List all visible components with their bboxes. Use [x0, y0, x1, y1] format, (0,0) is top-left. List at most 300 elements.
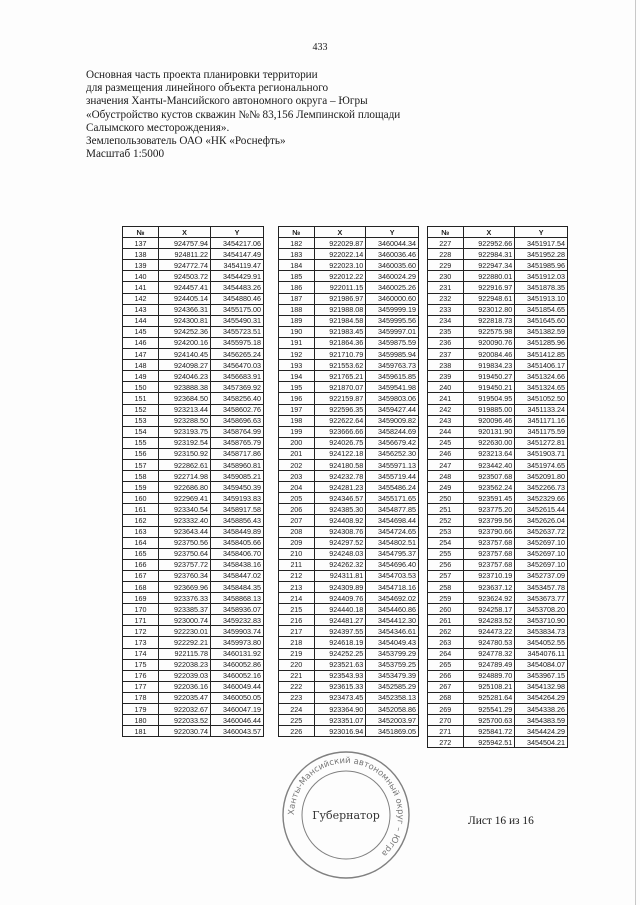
table-row — [428, 593, 568, 604]
x-coordinate: 922630.00 — [463, 437, 515, 448]
point-number: 238 — [428, 360, 464, 371]
point-number: 151 — [123, 393, 159, 404]
table-row — [123, 526, 264, 537]
table-row — [279, 648, 419, 659]
table-row — [428, 382, 568, 393]
y-coordinate: 3454504.21 — [515, 737, 568, 748]
y-coordinate: 3456470.03 — [211, 360, 264, 371]
x-coordinate: 924618.19 — [314, 637, 366, 648]
point-number: 262 — [428, 626, 464, 637]
point-number: 223 — [279, 692, 315, 703]
table-row — [428, 737, 568, 748]
y-coordinate: 3452329.66 — [515, 493, 568, 504]
y-coordinate: 3460000.60 — [366, 293, 419, 304]
y-coordinate: 3459985.94 — [366, 349, 419, 360]
y-coordinate: 3459615.85 — [366, 371, 419, 382]
y-coordinate: 3454802.51 — [366, 537, 419, 548]
point-number: 207 — [279, 515, 315, 526]
x-coordinate: 923669.96 — [159, 582, 211, 593]
table-row — [428, 582, 568, 593]
table-row — [123, 238, 264, 249]
y-coordinate: 3459903.74 — [211, 626, 264, 637]
table-row — [123, 692, 264, 703]
y-coordinate: 3454429.91 — [211, 271, 264, 282]
x-coordinate: 922033.52 — [159, 715, 211, 726]
x-coordinate: 922032.67 — [159, 704, 211, 715]
table-row — [123, 393, 264, 404]
table-row — [123, 670, 264, 681]
point-number: 190 — [279, 326, 315, 337]
x-coordinate: 923000.74 — [159, 615, 211, 626]
x-coordinate: 924252.36 — [159, 326, 211, 337]
x-coordinate: 925108.21 — [463, 681, 515, 692]
table-row — [123, 282, 264, 293]
x-coordinate: 923521.63 — [314, 659, 366, 670]
column-header-y: Y — [515, 227, 568, 238]
point-number: 265 — [428, 659, 464, 670]
table-row — [279, 349, 419, 360]
table-row — [123, 260, 264, 271]
y-coordinate: 3451052.50 — [515, 393, 568, 404]
y-coordinate: 3453708.20 — [515, 604, 568, 615]
point-number: 157 — [123, 459, 159, 470]
x-coordinate: 922916.97 — [463, 282, 515, 293]
y-coordinate: 3454724.65 — [366, 526, 419, 537]
table-row — [279, 681, 419, 692]
table-row — [428, 670, 568, 681]
x-coordinate: 923750.64 — [159, 548, 211, 559]
y-coordinate: 3459232.83 — [211, 615, 264, 626]
y-coordinate: 3459009.82 — [366, 415, 419, 426]
column-header-x: X — [314, 227, 366, 238]
x-coordinate: 923332.40 — [159, 515, 211, 526]
y-coordinate: 3459193.83 — [211, 493, 264, 504]
y-coordinate: 3454692.02 — [366, 593, 419, 604]
y-coordinate: 3460044.34 — [366, 238, 419, 249]
x-coordinate: 923757.68 — [463, 548, 515, 559]
table-row — [428, 471, 568, 482]
table-row — [428, 393, 568, 404]
table-row — [123, 415, 264, 426]
x-coordinate: 924789.49 — [463, 659, 515, 670]
table-row — [428, 548, 568, 559]
point-number: 147 — [123, 349, 159, 360]
point-number: 229 — [428, 260, 464, 271]
y-coordinate: 3452626.04 — [515, 515, 568, 526]
y-coordinate: 3454696.40 — [366, 559, 419, 570]
x-coordinate: 924311.81 — [314, 570, 366, 581]
point-number: 181 — [123, 726, 159, 737]
point-number: 170 — [123, 604, 159, 615]
point-number: 185 — [279, 271, 315, 282]
table-row — [279, 393, 419, 404]
point-number: 267 — [428, 681, 464, 692]
y-coordinate: 3451406.17 — [515, 360, 568, 371]
table-row — [428, 648, 568, 659]
table-row — [428, 404, 568, 415]
table-row — [428, 604, 568, 615]
point-number: 156 — [123, 448, 159, 459]
point-number: 263 — [428, 637, 464, 648]
x-coordinate: 923710.19 — [463, 570, 515, 581]
y-coordinate: 3459427.44 — [366, 404, 419, 415]
table-row — [123, 426, 264, 437]
x-coordinate: 922984.31 — [463, 249, 515, 260]
x-coordinate: 924889.70 — [463, 670, 515, 681]
y-coordinate: 3460049.44 — [211, 681, 264, 692]
table-row — [279, 249, 419, 260]
table-row — [428, 626, 568, 637]
x-coordinate: 921986.97 — [314, 293, 366, 304]
point-number: 244 — [428, 426, 464, 437]
y-coordinate: 3454119.47 — [211, 260, 264, 271]
point-number: 182 — [279, 238, 315, 249]
x-coordinate: 922622.64 — [314, 415, 366, 426]
point-number: 193 — [279, 360, 315, 371]
table-row — [123, 437, 264, 448]
table-row — [279, 593, 419, 604]
x-coordinate: 924046.23 — [159, 371, 211, 382]
column-header-x: X — [159, 227, 211, 238]
point-number: 191 — [279, 337, 315, 348]
point-number: 218 — [279, 637, 315, 648]
point-number: 242 — [428, 404, 464, 415]
y-coordinate: 3451854.65 — [515, 304, 568, 315]
point-number: 212 — [279, 570, 315, 581]
table-row — [279, 548, 419, 559]
y-coordinate: 3458447.02 — [211, 570, 264, 581]
y-coordinate: 3451324.65 — [515, 382, 568, 393]
table-row — [428, 504, 568, 515]
x-coordinate: 922035.47 — [159, 692, 211, 703]
y-coordinate: 3459541.98 — [366, 382, 419, 393]
table-row — [428, 526, 568, 537]
y-coordinate: 3454217.06 — [211, 238, 264, 249]
x-coordinate: 923775.20 — [463, 504, 515, 515]
point-number: 251 — [428, 504, 464, 515]
y-coordinate: 3457369.92 — [211, 382, 264, 393]
table-row — [428, 349, 568, 360]
table-row — [279, 670, 419, 681]
point-number: 269 — [428, 704, 464, 715]
table-row — [123, 582, 264, 593]
point-number: 235 — [428, 326, 464, 337]
y-coordinate: 3455971.13 — [366, 459, 419, 470]
y-coordinate: 3451285.96 — [515, 337, 568, 348]
point-number: 219 — [279, 648, 315, 659]
x-coordinate: 923760.34 — [159, 570, 211, 581]
table-row — [279, 515, 419, 526]
sheet-number: Лист 16 из 16 — [468, 815, 534, 827]
table-row — [428, 615, 568, 626]
x-coordinate: 923364.90 — [314, 704, 366, 715]
y-coordinate: 3458438.16 — [211, 559, 264, 570]
table-row — [428, 637, 568, 648]
x-coordinate: 925541.29 — [463, 704, 515, 715]
y-coordinate: 3452585.29 — [366, 681, 419, 692]
point-number: 205 — [279, 493, 315, 504]
y-coordinate: 3460043.57 — [211, 726, 264, 737]
x-coordinate: 924457.41 — [159, 282, 211, 293]
point-number: 233 — [428, 304, 464, 315]
y-coordinate: 3458764.99 — [211, 426, 264, 437]
x-coordinate: 923790.66 — [463, 526, 515, 537]
x-coordinate: 921988.08 — [314, 304, 366, 315]
table-row — [279, 604, 419, 615]
x-coordinate: 921765.21 — [314, 371, 366, 382]
y-coordinate: 3458406.70 — [211, 548, 264, 559]
table-row — [123, 515, 264, 526]
point-number: 183 — [279, 249, 315, 260]
y-coordinate: 3459763.73 — [366, 360, 419, 371]
y-coordinate: 3454795.37 — [366, 548, 419, 559]
x-coordinate: 923288.50 — [159, 415, 211, 426]
x-coordinate: 924346.57 — [314, 493, 366, 504]
point-number: 272 — [428, 737, 464, 748]
table-row — [123, 559, 264, 570]
header-line-4: «Обустройство кустов скважин №№ 83,156 Лемпинской площади — [86, 108, 401, 121]
x-coordinate: 922030.74 — [159, 726, 211, 737]
point-number: 217 — [279, 626, 315, 637]
point-number: 146 — [123, 337, 159, 348]
point-number: 143 — [123, 304, 159, 315]
table-row — [123, 681, 264, 692]
x-coordinate: 920096.46 — [463, 415, 515, 426]
column-header-x: X — [463, 227, 515, 238]
column-header-number: № — [123, 227, 159, 238]
table-row — [428, 715, 568, 726]
table-row — [279, 704, 419, 715]
x-coordinate: 922029.87 — [314, 238, 366, 249]
x-coordinate: 924283.52 — [463, 615, 515, 626]
x-coordinate: 922969.41 — [159, 493, 211, 504]
y-coordinate: 3451382.59 — [515, 326, 568, 337]
table-row — [279, 482, 419, 493]
y-coordinate: 3454338.26 — [515, 704, 568, 715]
y-coordinate: 3452003.97 — [366, 715, 419, 726]
y-coordinate: 3454084.07 — [515, 659, 568, 670]
table-row — [279, 659, 419, 670]
y-coordinate: 3459999.19 — [366, 304, 419, 315]
y-coordinate: 3453759.25 — [366, 659, 419, 670]
table-row — [123, 615, 264, 626]
point-number: 201 — [279, 448, 315, 459]
table-row — [279, 304, 419, 315]
table-row — [428, 692, 568, 703]
x-coordinate: 922022.14 — [314, 249, 366, 260]
table-row — [279, 493, 419, 504]
point-number: 270 — [428, 715, 464, 726]
table-row — [279, 337, 419, 348]
x-coordinate: 922818.73 — [463, 315, 515, 326]
point-number: 197 — [279, 404, 315, 415]
point-number: 159 — [123, 482, 159, 493]
y-coordinate: 3460035.60 — [366, 260, 419, 271]
point-number: 214 — [279, 593, 315, 604]
y-coordinate: 3454880.46 — [211, 293, 264, 304]
x-coordinate: 924200.16 — [159, 337, 211, 348]
table-row — [279, 471, 419, 482]
x-coordinate: 925942.51 — [463, 737, 515, 748]
table-row — [279, 715, 419, 726]
y-coordinate: 3459450.39 — [211, 482, 264, 493]
y-coordinate: 3458868.13 — [211, 593, 264, 604]
point-number: 226 — [279, 726, 315, 737]
y-coordinate: 3460131.92 — [211, 648, 264, 659]
y-coordinate: 3456683.91 — [211, 371, 264, 382]
y-coordinate: 3451952.28 — [515, 249, 568, 260]
table-row — [123, 459, 264, 470]
table-row — [428, 260, 568, 271]
point-number: 171 — [123, 615, 159, 626]
point-number: 184 — [279, 260, 315, 271]
x-coordinate: 925281.64 — [463, 692, 515, 703]
y-coordinate: 3454424.29 — [515, 726, 568, 737]
table-row — [428, 426, 568, 437]
table-row — [279, 615, 419, 626]
y-coordinate: 3459995.56 — [366, 315, 419, 326]
y-coordinate: 3458602.76 — [211, 404, 264, 415]
table-row — [428, 238, 568, 249]
x-coordinate: 921553.62 — [314, 360, 366, 371]
point-number: 200 — [279, 437, 315, 448]
point-number: 167 — [123, 570, 159, 581]
y-coordinate: 3452637.72 — [515, 526, 568, 537]
x-coordinate: 924232.78 — [314, 471, 366, 482]
x-coordinate: 924297.52 — [314, 537, 366, 548]
table-row — [279, 360, 419, 371]
y-coordinate: 3459997.01 — [366, 326, 419, 337]
y-coordinate: 3451133.24 — [515, 404, 568, 415]
table-row — [428, 515, 568, 526]
header-line-6: Землепользователь ОАО «НК «Роснефть» — [86, 135, 286, 148]
point-number: 158 — [123, 471, 159, 482]
table-row — [428, 482, 568, 493]
column-header-y: Y — [366, 227, 419, 238]
point-number: 187 — [279, 293, 315, 304]
point-number: 246 — [428, 448, 464, 459]
point-number: 239 — [428, 371, 464, 382]
point-number: 245 — [428, 437, 464, 448]
table-row — [428, 559, 568, 570]
x-coordinate: 924405.14 — [159, 293, 211, 304]
table-row — [428, 681, 568, 692]
table-row — [123, 648, 264, 659]
y-coordinate: 3459803.06 — [366, 393, 419, 404]
y-coordinate: 3459085.21 — [211, 471, 264, 482]
table-row — [123, 504, 264, 515]
y-coordinate: 3454147.49 — [211, 249, 264, 260]
y-coordinate: 3455486.24 — [366, 482, 419, 493]
table-row — [428, 315, 568, 326]
point-number: 148 — [123, 360, 159, 371]
table-row — [428, 360, 568, 371]
point-number: 139 — [123, 260, 159, 271]
x-coordinate: 924385.30 — [314, 504, 366, 515]
x-coordinate: 923757.68 — [463, 537, 515, 548]
table-header-row — [428, 227, 568, 238]
y-coordinate: 3454383.59 — [515, 715, 568, 726]
point-number: 162 — [123, 515, 159, 526]
y-coordinate: 3460052.16 — [211, 670, 264, 681]
coordinates-table-3 — [427, 226, 568, 748]
point-number: 138 — [123, 249, 159, 260]
x-coordinate: 920084.46 — [463, 349, 515, 360]
x-coordinate: 923150.92 — [159, 448, 211, 459]
x-coordinate: 922862.61 — [159, 459, 211, 470]
point-number: 210 — [279, 548, 315, 559]
y-coordinate: 3451412.85 — [515, 349, 568, 360]
y-coordinate: 3452697.10 — [515, 548, 568, 559]
x-coordinate: 919834.23 — [463, 360, 515, 371]
point-number: 204 — [279, 482, 315, 493]
y-coordinate: 3456679.42 — [366, 437, 419, 448]
y-coordinate: 3454132.98 — [515, 681, 568, 692]
table-header-row — [279, 227, 419, 238]
y-coordinate: 3460052.86 — [211, 659, 264, 670]
x-coordinate: 923666.66 — [314, 426, 366, 437]
table-row — [428, 293, 568, 304]
table-row — [428, 537, 568, 548]
table-row — [428, 726, 568, 737]
x-coordinate: 923016.94 — [314, 726, 366, 737]
point-number: 163 — [123, 526, 159, 537]
point-number: 243 — [428, 415, 464, 426]
table-row — [123, 715, 264, 726]
coordinates-table-1 — [122, 226, 264, 737]
point-number: 253 — [428, 526, 464, 537]
table-row — [279, 437, 419, 448]
seal-center-text: Губернатор — [312, 809, 380, 822]
table-row — [123, 371, 264, 382]
x-coordinate: 923193.75 — [159, 426, 211, 437]
y-coordinate: 3454346.61 — [366, 626, 419, 637]
point-number: 216 — [279, 615, 315, 626]
y-coordinate: 3456252.30 — [366, 448, 419, 459]
point-number: 150 — [123, 382, 159, 393]
table-row — [123, 404, 264, 415]
x-coordinate: 922012.22 — [314, 271, 366, 282]
y-coordinate: 3453479.39 — [366, 670, 419, 681]
y-coordinate: 3458449.89 — [211, 526, 264, 537]
y-coordinate: 3460046.44 — [211, 715, 264, 726]
point-number: 224 — [279, 704, 315, 715]
x-coordinate: 922230.01 — [159, 626, 211, 637]
x-coordinate: 922686.80 — [159, 482, 211, 493]
y-coordinate: 3453673.77 — [515, 593, 568, 604]
x-coordinate: 922947.34 — [463, 260, 515, 271]
table-row — [123, 271, 264, 282]
page-number: 433 — [312, 42, 328, 53]
header-line-7: Масштаб 1:5000 — [86, 148, 165, 161]
x-coordinate: 923385.37 — [159, 604, 211, 615]
point-number: 178 — [123, 692, 159, 703]
x-coordinate: 924300.81 — [159, 315, 211, 326]
x-coordinate: 922039.03 — [159, 670, 211, 681]
column-header-number: № — [428, 227, 464, 238]
x-coordinate: 924180.58 — [314, 459, 366, 470]
table-row — [279, 426, 419, 437]
table-row — [123, 315, 264, 326]
table-row — [428, 704, 568, 715]
coordinates-table-2 — [278, 226, 419, 737]
y-coordinate: 3459875.59 — [366, 337, 419, 348]
table-row — [279, 559, 419, 570]
y-coordinate: 3454412.30 — [366, 615, 419, 626]
table-row — [279, 626, 419, 637]
table-row — [279, 582, 419, 593]
point-number: 256 — [428, 559, 464, 570]
